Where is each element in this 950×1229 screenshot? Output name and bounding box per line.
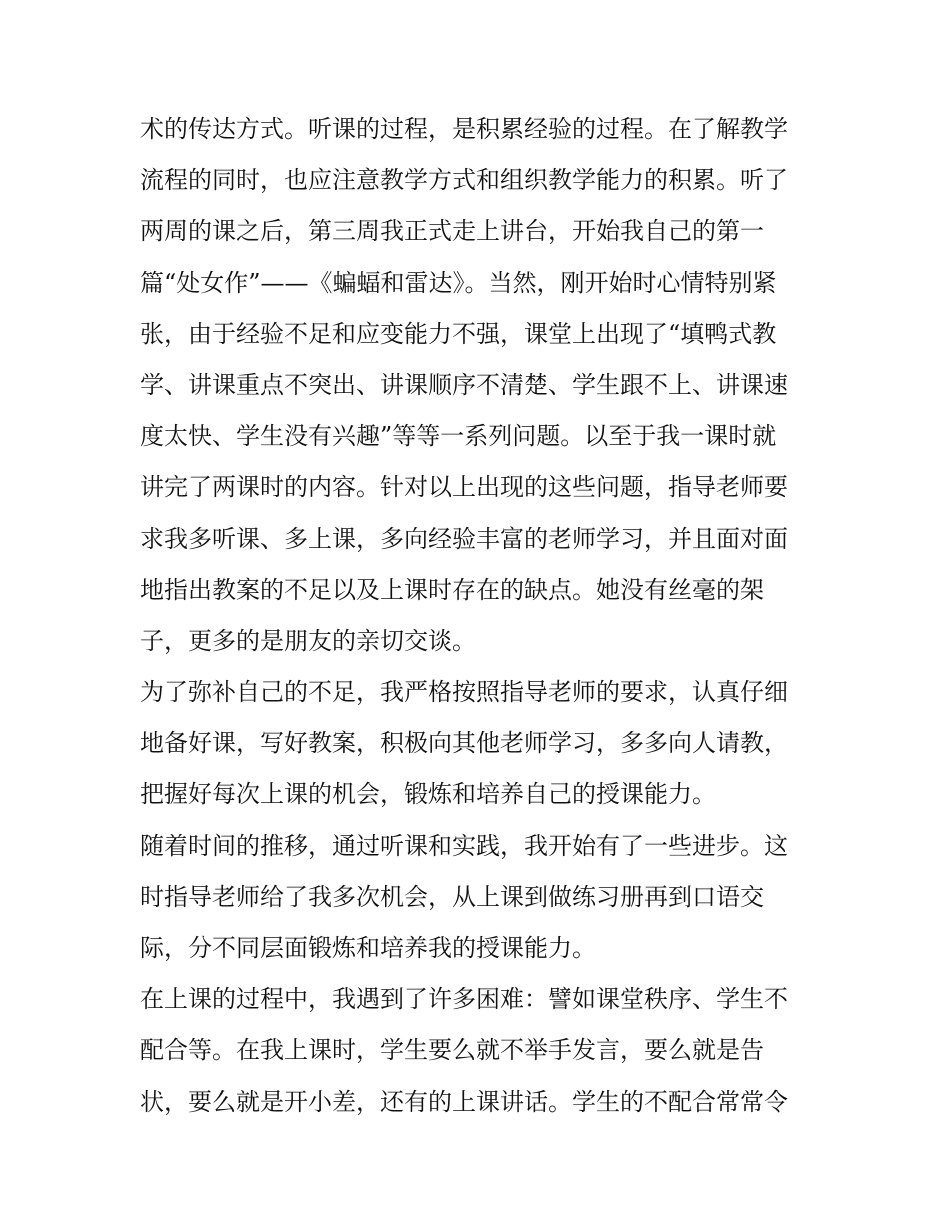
text-line: 随着时间的推移，通过听课和实践，我开始有了一些进步。这 bbox=[140, 831, 788, 860]
text-line: 地备好课，写好教案，积极向其他老师学习，多多向人请教， bbox=[140, 729, 788, 758]
text-line: 张，由于经验不足和应变能力不强，课堂上出现了“填鸭式教 bbox=[140, 319, 777, 348]
text-line: 地指出教案的不足以及上课时存在的缺点。她没有丝毫的架 bbox=[140, 575, 764, 604]
text-line: 求我多听课、多上课，多向经验丰富的老师学习，并且面对面 bbox=[140, 524, 788, 553]
text-line: 流程的同时，也应注意教学方式和组织教学能力的积累。听了 bbox=[140, 166, 788, 195]
text-line: 际，分不同层面锻炼和培养我的授课能力。 bbox=[140, 934, 596, 962]
text-line: 度太快、学生没有兴趣”等等一系列问题。以至于我一课时就 bbox=[140, 422, 777, 451]
text-line: 学、讲课重点不突出、讲课顺序不清楚、学生跟不上、讲课速 bbox=[140, 370, 788, 399]
text-line: 在上课的过程中，我遇到了许多困难：譬如课堂秩序、学生不 bbox=[140, 985, 788, 1014]
text-line: 时指导老师给了我多次机会，从上课到做练习册再到口语交 bbox=[140, 882, 764, 911]
body-text bbox=[140, 104, 812, 1128]
text-line: 篇“处女作”——《蝙蝠和雷达》。当然，刚开始时心情特别紧 bbox=[140, 268, 777, 297]
text-line: 配合等。在我上课时，学生要么就不举手发言，要么就是告 bbox=[140, 1036, 764, 1065]
text-line: 状，要么就是开小差，还有的上课讲话。学生的不配合常常令 bbox=[140, 1087, 788, 1116]
text-line: 两周的课之后，第三周我正式走上讲台，开始我自己的第一 bbox=[140, 217, 764, 246]
text-line: 术的传达方式。听课的过程，是积累经验的过程。在了解教学 bbox=[140, 115, 788, 143]
text-line: 讲完了两课时的内容。针对以上出现的这些问题，指导老师要 bbox=[140, 473, 788, 502]
text-line: 把握好每次上课的机会，锻炼和培养自己的授课能力。 bbox=[140, 780, 716, 809]
text-line: 为了弥补自己的不足，我严格按照指导老师的要求，认真仔细 bbox=[140, 678, 788, 707]
text-line: 子，更多的是朋友的亲切交谈。 bbox=[140, 626, 476, 655]
